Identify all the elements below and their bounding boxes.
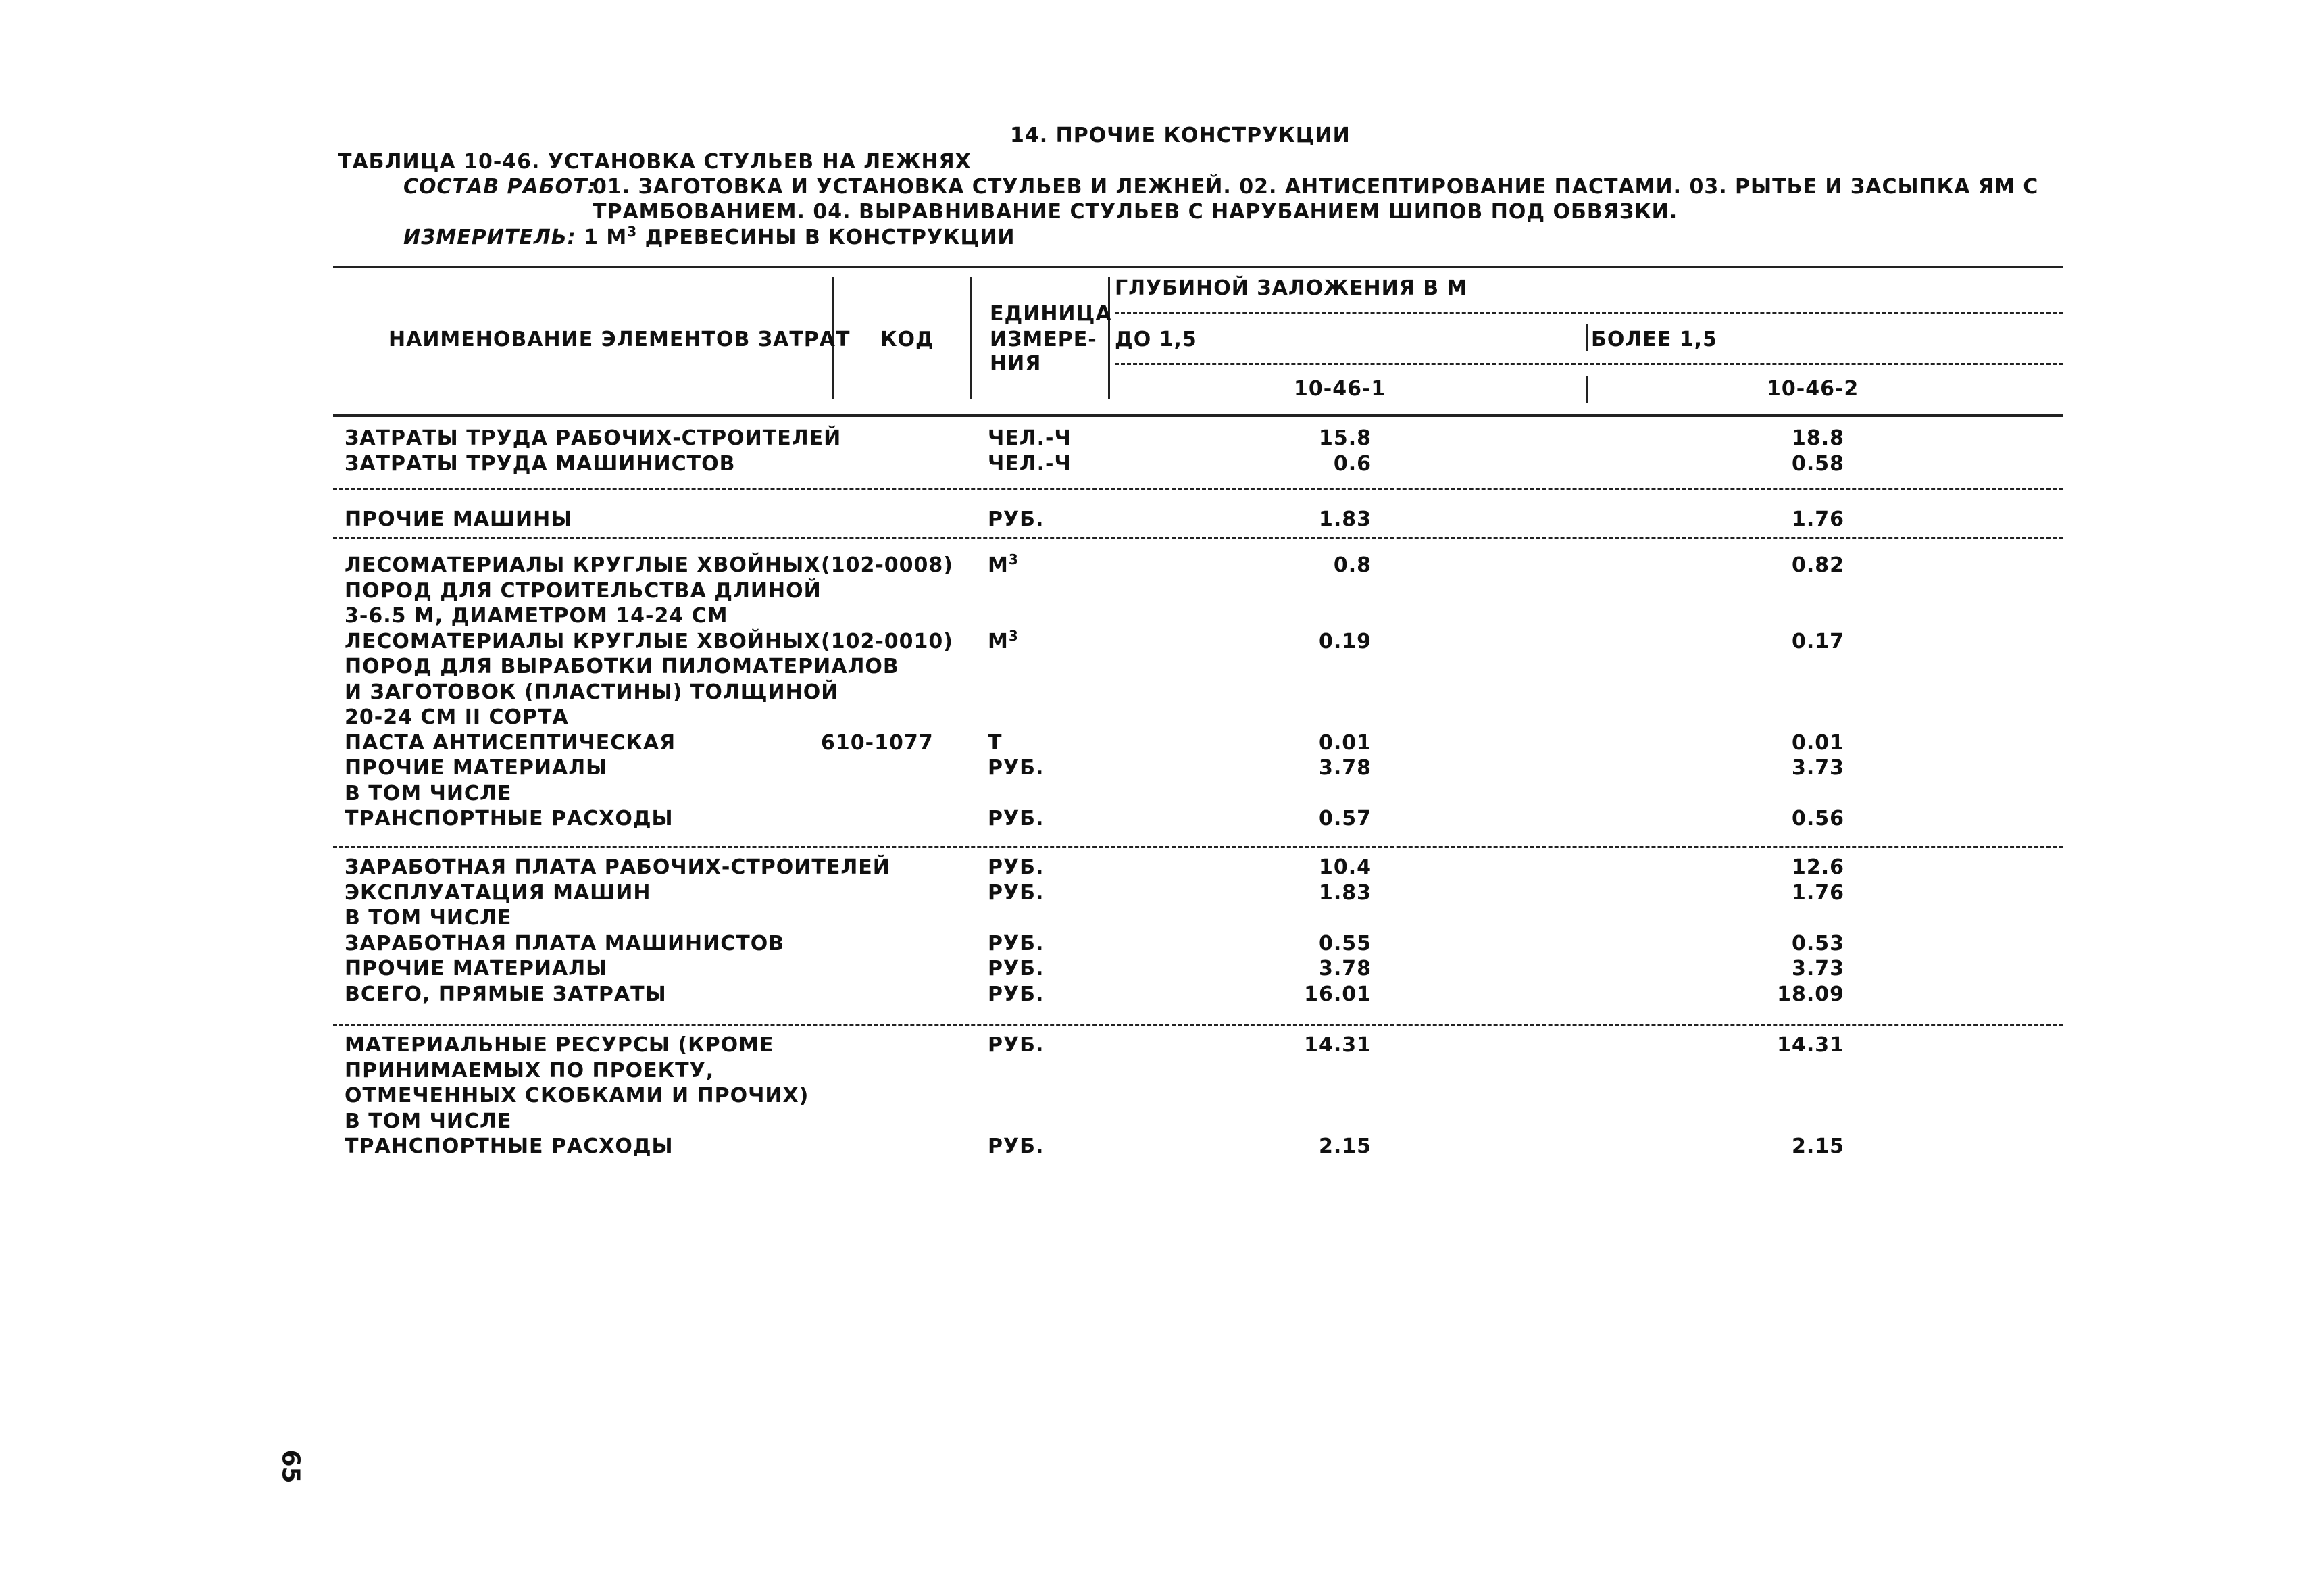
row-unit: РУБ. <box>988 982 1045 1006</box>
row-name-line: ПОРОД ДЛЯ СТРОИТЕЛЬСТВА ДЛИНОЙ <box>345 578 822 603</box>
section-title: 14. ПРОЧИЕ КОНСТРУКЦИИ <box>1010 124 1351 147</box>
row-unit: Т <box>988 730 1003 755</box>
row-name-line: 20-24 СМ II СОРТА <box>345 705 569 729</box>
row-value-a: 10.4 <box>1318 855 1372 879</box>
row-value-b: 12.6 <box>1791 855 1844 879</box>
row-name-line: ЗАТРАТЫ ТРУДА РАБОЧИХ-СТРОИТЕЛЕЙ <box>345 426 842 450</box>
row-value-a: 2.15 <box>1318 1134 1372 1158</box>
header-bottom-rule <box>333 414 2063 417</box>
row-name-line: ПРОЧИЕ МАШИНЫ <box>345 507 573 531</box>
row-value-b: 14.31 <box>1777 1033 1844 1057</box>
meter-prefix: 1 М <box>584 226 628 249</box>
header-depth-rule <box>1115 312 2063 314</box>
header-sep-2 <box>970 277 972 399</box>
row-name-line: ПРИНИМАЕМЫХ ПО ПРОЕКТУ, <box>345 1058 715 1082</box>
row-name-line: ЗАРАБОТНАЯ ПЛАТА МАШИНИСТОВ <box>345 931 785 955</box>
header-unit-col-2: ИЗМЕРЕ- <box>990 328 1097 351</box>
row-name-line: И ЗАГОТОВОК (ПЛАСТИНЫ) ТОЛЩИНОЙ <box>345 680 839 704</box>
header-code-b: 10-46-2 <box>1767 377 1859 401</box>
header-sep-3 <box>1108 277 1110 399</box>
row-value-b: 0.01 <box>1791 730 1844 755</box>
row-value-a: 0.55 <box>1318 931 1372 955</box>
meter-suffix: ДРЕВЕСИНЫ В КОНСТРУКЦИИ <box>645 226 1015 249</box>
row-unit: РУБ. <box>988 507 1045 531</box>
row-unit <box>988 553 1019 578</box>
row-name-line: ЗАРАБОТНАЯ ПЛАТА РАБОЧИХ-СТРОИТЕЛЕЙ <box>345 855 890 879</box>
unit-m: М <box>988 629 1009 653</box>
row-value-a: 14.31 <box>1304 1033 1372 1057</box>
row-name-line: В ТОМ ЧИСЛЕ <box>345 1109 512 1133</box>
page-number: 65 <box>276 1449 305 1484</box>
row-unit: РУБ. <box>988 1033 1045 1057</box>
row-name-line: ВСЕГО, ПРЯМЫЕ ЗАТРАТЫ <box>345 982 667 1006</box>
meter-line <box>403 225 1015 250</box>
row-name-line: ПРОЧИЕ МАТЕРИАЛЫ <box>345 756 608 780</box>
row-name-line: В ТОМ ЧИСЛЕ <box>345 906 512 930</box>
row-value-a: 3.78 <box>1318 957 1372 980</box>
row-code: (102-0010) <box>821 629 953 653</box>
meter-sup: 3 <box>627 224 638 240</box>
row-code: (102-0008) <box>821 553 953 577</box>
header-code-a: 10-46-1 <box>1294 377 1386 401</box>
row-value-b: 0.53 <box>1791 931 1844 955</box>
row-unit: РУБ. <box>988 1134 1045 1158</box>
meter-label: ИЗМЕРИТЕЛЬ: <box>403 226 576 249</box>
composition-line-2: ТРАМБОВАНИЕМ. 04. ВЫРАВНИВАНИЕ СТУЛЬЕВ С НАРУБАНИЕМ ШИПОВ ПОД ОБВЯЗКИ. <box>593 200 1678 224</box>
row-value-b: 0.17 <box>1791 629 1844 653</box>
row-value-a: 1.83 <box>1318 880 1372 905</box>
header-code-col: КОД <box>880 328 934 351</box>
composition-line-1: 01. ЗАГОТОВКА И УСТАНОВКА СТУЛЬЕВ И ЛЕЖНЕЙ. 02. АНТИСЕПТИРОВАНИЕ ПАСТАМИ. 03. РЫТЬЕ И ЗАСЫПКА ЯМ С <box>593 175 2039 199</box>
unit-sup: 3 <box>1008 627 1019 644</box>
header-unit-col-1: ЕДИНИЦА <box>990 302 1112 326</box>
row-value-b: 0.82 <box>1791 553 1844 577</box>
row-value-a: 1.83 <box>1318 507 1372 531</box>
row-name-line: ЛЕСОМАТЕРИАЛЫ КРУГЛЫЕ ХВОЙНЫХ <box>345 553 821 577</box>
row-code: 610-1077 <box>821 730 934 755</box>
row-value-a: 0.8 <box>1333 553 1372 577</box>
row-unit: РУБ. <box>988 807 1045 830</box>
row-name-line: 3-6.5 М, ДИАМЕТРОМ 14-24 СМ <box>345 604 728 628</box>
unit-sup: 3 <box>1008 551 1019 568</box>
row-value-b: 0.56 <box>1791 807 1844 830</box>
group-separator <box>333 537 2063 539</box>
row-value-a: 0.6 <box>1333 451 1372 476</box>
row-unit: ЧЕЛ.-Ч <box>988 451 1072 476</box>
row-unit: ЧЕЛ.-Ч <box>988 426 1072 450</box>
row-value-b: 1.76 <box>1791 507 1844 531</box>
composition-label <box>403 174 597 199</box>
row-name-line: ЗАТРАТЫ ТРУДА МАШИНИСТОВ <box>345 451 736 476</box>
row-name-line: ПАСТА АНТИСЕПТИЧЕСКАЯ <box>345 730 676 755</box>
row-value-a: 16.01 <box>1304 982 1372 1006</box>
row-value-a: 0.01 <box>1318 730 1372 755</box>
row-value-b: 1.76 <box>1791 880 1844 905</box>
row-unit: РУБ. <box>988 855 1045 879</box>
row-value-b: 3.73 <box>1791 756 1844 780</box>
row-value-b: 2.15 <box>1791 1134 1844 1158</box>
composition-label-text: СОСТАВ РАБОТ: <box>403 175 597 199</box>
row-value-a: 15.8 <box>1318 426 1372 450</box>
header-depth-b: БОЛЕЕ 1,5 <box>1591 328 1717 351</box>
header-sep-5 <box>1586 376 1588 403</box>
header-code-rule <box>1115 363 2063 365</box>
row-unit <box>988 629 1019 654</box>
row-value-b: 0.58 <box>1791 451 1844 476</box>
row-name-line: ПОРОД ДЛЯ ВЫРАБОТКИ ПИЛОМАТЕРИАЛОВ <box>345 655 899 678</box>
row-name-line: ТРАНСПОРТНЫЕ РАСХОДЫ <box>345 807 674 830</box>
group-separator <box>333 1024 2063 1026</box>
header-depth-a: ДО 1,5 <box>1115 328 1197 351</box>
row-name-line: ОТМЕЧЕННЫХ СКОБКАМИ И ПРОЧИХ) <box>345 1084 809 1107</box>
header-sep-4 <box>1586 324 1588 351</box>
header-depth-title: ГЛУБИНОЙ ЗАЛОЖЕНИЯ В М <box>1115 276 1468 300</box>
row-value-b: 18.09 <box>1777 982 1844 1006</box>
row-value-b: 3.73 <box>1791 957 1844 980</box>
header-top-rule <box>333 266 2063 268</box>
group-separator <box>333 488 2063 490</box>
header-name-col: НАИМЕНОВАНИЕ ЭЛЕМЕНТОВ ЗАТРАТ <box>388 328 851 351</box>
row-value-b: 18.8 <box>1791 426 1844 450</box>
row-name-line: ЛЕСОМАТЕРИАЛЫ КРУГЛЫЕ ХВОЙНЫХ <box>345 629 821 653</box>
row-unit: РУБ. <box>988 957 1045 980</box>
row-name-line: МАТЕРИАЛЬНЫЕ РЕСУРСЫ (КРОМЕ <box>345 1033 774 1057</box>
row-unit: РУБ. <box>988 756 1045 780</box>
row-value-a: 0.57 <box>1318 807 1372 830</box>
row-name-line: В ТОМ ЧИСЛЕ <box>345 781 512 805</box>
unit-m: М <box>988 553 1009 577</box>
row-value-a: 3.78 <box>1318 756 1372 780</box>
group-separator <box>333 846 2063 848</box>
table-title: ТАБЛИЦА 10-46. УСТАНОВКА СТУЛЬЕВ НА ЛЕЖНЯХ <box>338 150 972 174</box>
row-unit: РУБ. <box>988 880 1045 905</box>
header-unit-col-3: НИЯ <box>990 352 1042 376</box>
row-unit: РУБ. <box>988 931 1045 955</box>
row-name-line: ТРАНСПОРТНЫЕ РАСХОДЫ <box>345 1134 674 1158</box>
row-value-a: 0.19 <box>1318 629 1372 653</box>
row-name-line: ЭКСПЛУАТАЦИЯ МАШИН <box>345 880 651 905</box>
row-name-line: ПРОЧИЕ МАТЕРИАЛЫ <box>345 957 608 980</box>
